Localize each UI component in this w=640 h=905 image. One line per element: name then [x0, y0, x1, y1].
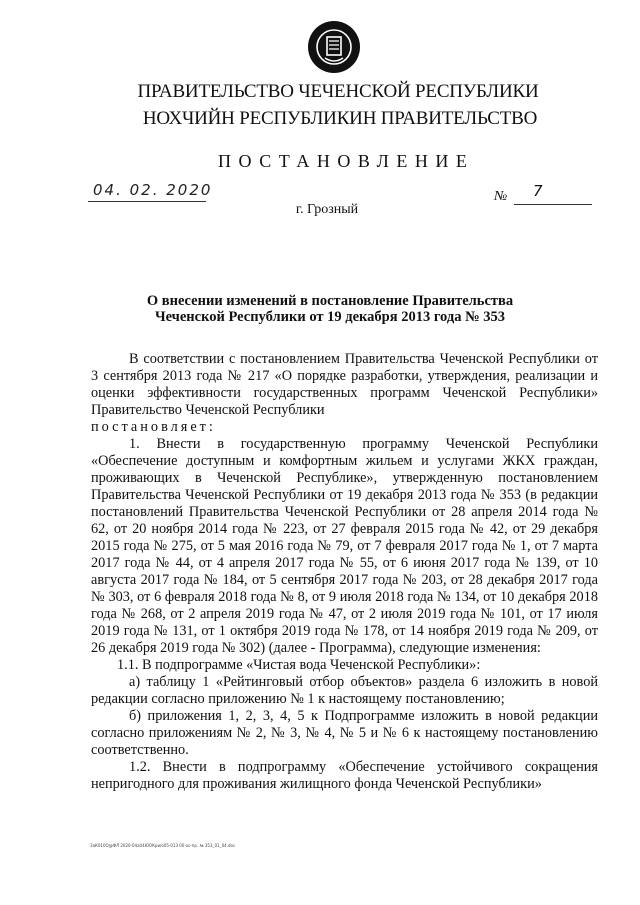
subject-line-2: Чеченской Республики от 19 декабря 2013 года № 353: [154, 309, 506, 325]
item-1-1-b-paragraph: б) приложения 1, 2, 3, 4, 5 к Подпрограмме изложить в новой редакции согласно приложениям № 2, № 3, № 4, № 5 и № 6 к настоящему постановлению соответственно.: [91, 708, 598, 758]
subject-line-1: О внесении изменений в постановление Правительства: [146, 293, 514, 309]
item-1-2-paragraph: 1.2. Внести в подпрограмму «Обеспечение устойчивого сокращения непригодного для проживания жилищного фонда Чеченской Республики»: [91, 759, 598, 792]
number-label: №: [494, 189, 508, 204]
item-1-1-a-paragraph: а) таблицу 1 «Рейтинговый отбор объектов» раздела 6 изложить в новой редакции согласно приложению № 1 к настоящему постановлению;: [91, 674, 598, 707]
coat-of-arms-emblem: [307, 20, 361, 74]
item-1-paragraph: 1. Внести в государственную программу Чеченской Республики «Обеспечение доступным и комфортным жильем и услугами ЖКХ граждан, проживающих в Чеченской Республике», утвержденную постановлением Правительства Чеченской Республики от 19 декабря 2013 года № 353 (в редакции постановлений Правительства Чеченской Республики от 28 апреля 2014 года № 62, от 20 ноября 2014 года № 223, от 27 февраля 2015 года № 42, от 29 декабря 2015 года № 275, от 5 мая 2016 года № 79, от 7 февраля 2017 года № 1, от 7 марта 2017 года № 44, от 4 апреля 2017 года № 55, от 6 июня 2017 года № 139, от 10 августа 2017 года № 184, от 5 сентября 2017 года № 203, от 28 декабря 2017 года № 303, от 6 февраля 2018 года № 8, от 9 июля 2018 года № 134, от 10 декабря 2018 года № 268, от 2 апреля 2019 года № 47, от 2 июля 2019 года № 101, от 17 июля 2019 года № 131, от 1 октября 2019 года № 178, от 14 ноября 2019 года № 209, от 26 декабря 2019 года № 302) (далее - Программа), следующие изменения:: [91, 436, 598, 656]
document-subject: [100, 293, 560, 325]
item-1-1-paragraph: 1.1. В подпрограмме «Чистая вода Чеченской Республики»:: [117, 657, 481, 673]
government-name-chechen: НОХЧИЙН РЕСПУБЛИКИН ПРАВИТЕЛЬСТВО: [142, 108, 538, 129]
city-name: г. Грозный: [295, 202, 359, 217]
footer-file-reference: ЗаК010О@ФЛ 2020-04a04ЮОКpи/о05-013 00 ос-пр. № 353_01_04.doc: [90, 843, 236, 848]
document-number: 7: [533, 182, 543, 200]
document-body: [91, 351, 598, 793]
document-date: 04. 02. 2020: [93, 181, 213, 199]
document-type-title: ПОСТАНОВЛЕНИЕ: [218, 151, 475, 171]
decides-word: постановляет:: [91, 419, 216, 435]
preamble-paragraph: В соответствии с постановлением Правительства Чеченской Республики от 3 сентября 2013 года № 217 «О порядке разработки, утверждения, реализации и оценки эффективности государственных программ Чеченской Республики» Правительство Чеченской Республики: [91, 351, 598, 418]
government-name-russian: ПРАВИТЕЛЬСТВО ЧЕЧЕНСКОЙ РЕСПУБЛИКИ: [137, 81, 539, 102]
